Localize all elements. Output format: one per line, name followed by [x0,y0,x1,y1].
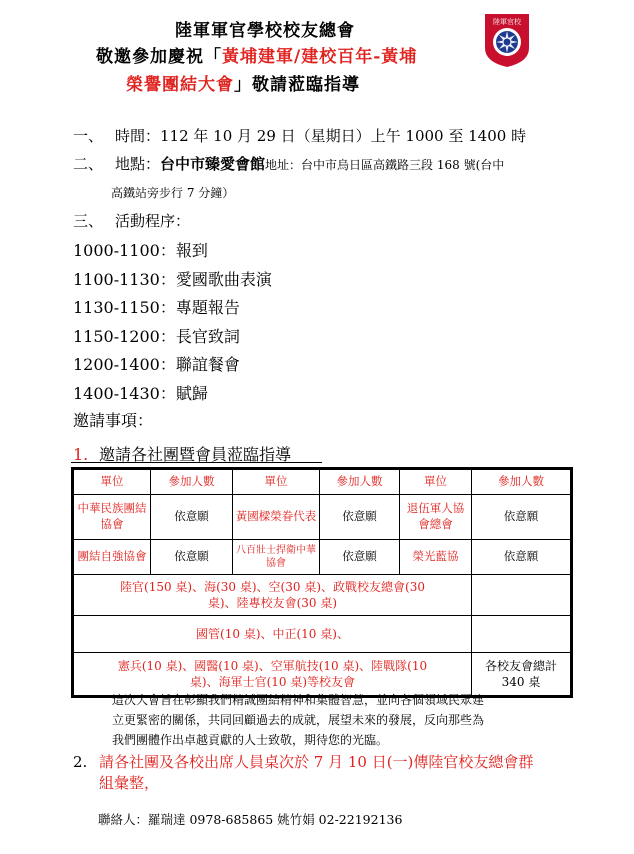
description-line: 這次大會旨在彰顯我們精誠團結精神和集體智慧，並向各個領域民眾建 [112,693,485,707]
item-text: 請各社團及各校出席人員桌次於 7 月 10 日(一)傳陸官校友總會群 [99,753,534,771]
subtitle-black-part: 敬邀參加慶祝「 [96,47,222,67]
table-row [73,540,572,575]
emblem-text: 陸軍官校 [493,18,521,26]
unit-cell: 榮光藍協 [400,540,472,575]
schedule-item [73,266,272,295]
item-underline [71,462,322,463]
section-label: 二、 [73,155,104,173]
document-title: 陸軍軍官學校校友總會 [175,21,355,41]
total-cell [472,653,572,697]
description-line: 立更緊密的關係，共同回顧過去的成就，展望未來的發展，反向那些為 [112,713,485,727]
empty-cell [472,575,572,616]
event-time: 時間：112 年 10 月 29 日（星期日）上午 1000 至 1400 時 [115,127,527,145]
schedule-time: 1150-1200： [73,326,176,346]
schedule-activity: 長官致詞 [175,326,240,346]
column-header: 單位 [400,469,472,495]
venue-name: 台中市臻愛會館 [160,155,266,173]
program-title: 活動程序： [115,212,191,230]
table-row [73,575,572,616]
venue-address-line2: 高鐵站旁步行 7 分鐘） [111,186,235,200]
schedule-activity: 專題報告 [175,298,240,317]
item-text: 邀請各社團暨會員蒞臨指導 [99,445,292,464]
attendance-table [71,467,573,698]
unit-cell: 中華民族團結協會 [73,495,151,540]
total-label: 各校友會總計 [484,658,557,673]
count-cell: 依意願 [151,495,233,540]
description-line: 我們團體作出卓越貢獻的人士致敬，期待您的光臨。 [112,733,389,747]
alumni-groups-line: 桌)、陸專校友會(30 桌) [207,596,338,610]
table-row [73,495,572,540]
alumni-groups-line: 憲兵(10 桌)、國醫(10 桌)、空軍航技(10 桌)、陸戰隊(10 [117,658,428,673]
count-cell: 依意願 [472,540,572,575]
section-time [73,125,526,146]
venue-address: 地址：台中市烏日區高鐵路三段 168 號(台中 [265,158,505,172]
schedule-activity: 報到 [175,241,208,260]
section-label: 一、 [73,127,104,145]
table-header-row [73,469,572,495]
schedule-item [73,351,272,380]
invitation-item-2 [73,752,533,794]
schedule-item [73,323,272,352]
item-line [73,752,533,773]
schedule-time: 1100-1130： [73,269,176,289]
schedule-item [73,294,272,323]
schedule-activity: 賦歸 [175,383,208,403]
schedule-time: 1200-1400： [73,355,176,374]
schedule-time: 1000-1100： [73,241,176,260]
subtitle-red-part-2: 榮譽團結大會 [126,75,234,95]
schedule-time: 1130-1150： [73,298,176,317]
count-cell: 依意願 [320,495,400,540]
count-cell: 依意願 [320,540,400,575]
schedule-item [73,380,272,409]
invitation-heading: 邀請事項： [73,411,154,430]
unit-cell: 團結自強協會 [73,540,151,575]
schedule-list [73,237,272,408]
table-row [73,616,572,653]
academy-emblem-icon [482,10,532,68]
empty-cell [472,616,572,653]
document-subtitle-line1 [96,42,417,67]
alumni-groups-cell [73,575,472,616]
contact-info: 聯絡人：羅瑞達 0978-685865 姚竹娟 02-22192136 [98,812,403,827]
schedule-activity: 愛國歌曲表演 [175,269,272,289]
subtitle-black-part-2: 」敬請蒞臨指導 [234,75,360,95]
schedule-activity: 聯誼餐會 [175,355,240,374]
unit-cell: 退伍軍人協會總會 [400,495,472,540]
section-program [73,210,190,231]
item-number: 2. [73,753,88,771]
column-header: 參加人數 [472,469,572,495]
unit-cell: 黃國樑榮眷代表 [233,495,320,540]
schedule-time: 1400-1430： [73,383,176,403]
column-header: 參加人數 [320,469,400,495]
event-description [112,690,484,750]
subtitle-red-part: 黃埔建軍/建校百年-黃埔 [222,47,418,67]
total-value: 340 桌 [501,675,541,689]
alumni-groups-line: 陸官(150 桌)、海(30 桌)、空(30 桌)、政戰校友總會(30 [120,579,425,594]
column-header: 單位 [233,469,320,495]
count-cell: 依意願 [472,495,572,540]
item-line: 組彙整， [99,774,160,792]
schedule-item [73,237,272,266]
alumni-groups-cell: 國管(10 桌)、中正(10 桌)、 [73,616,472,653]
column-header: 參加人數 [151,469,233,495]
section-label: 三、 [73,212,104,230]
alumni-groups-line: 桌)、海軍士官(10 桌)等校友會 [189,675,356,689]
column-header: 單位 [73,469,151,495]
unit-cell: 八百壯士捍衛中華協會 [233,540,320,575]
location-prefix: 地點： [115,155,161,173]
section-location [73,153,504,174]
item-number: 1. [73,445,89,464]
count-cell: 依意願 [151,540,233,575]
document-subtitle-line2 [126,70,360,95]
